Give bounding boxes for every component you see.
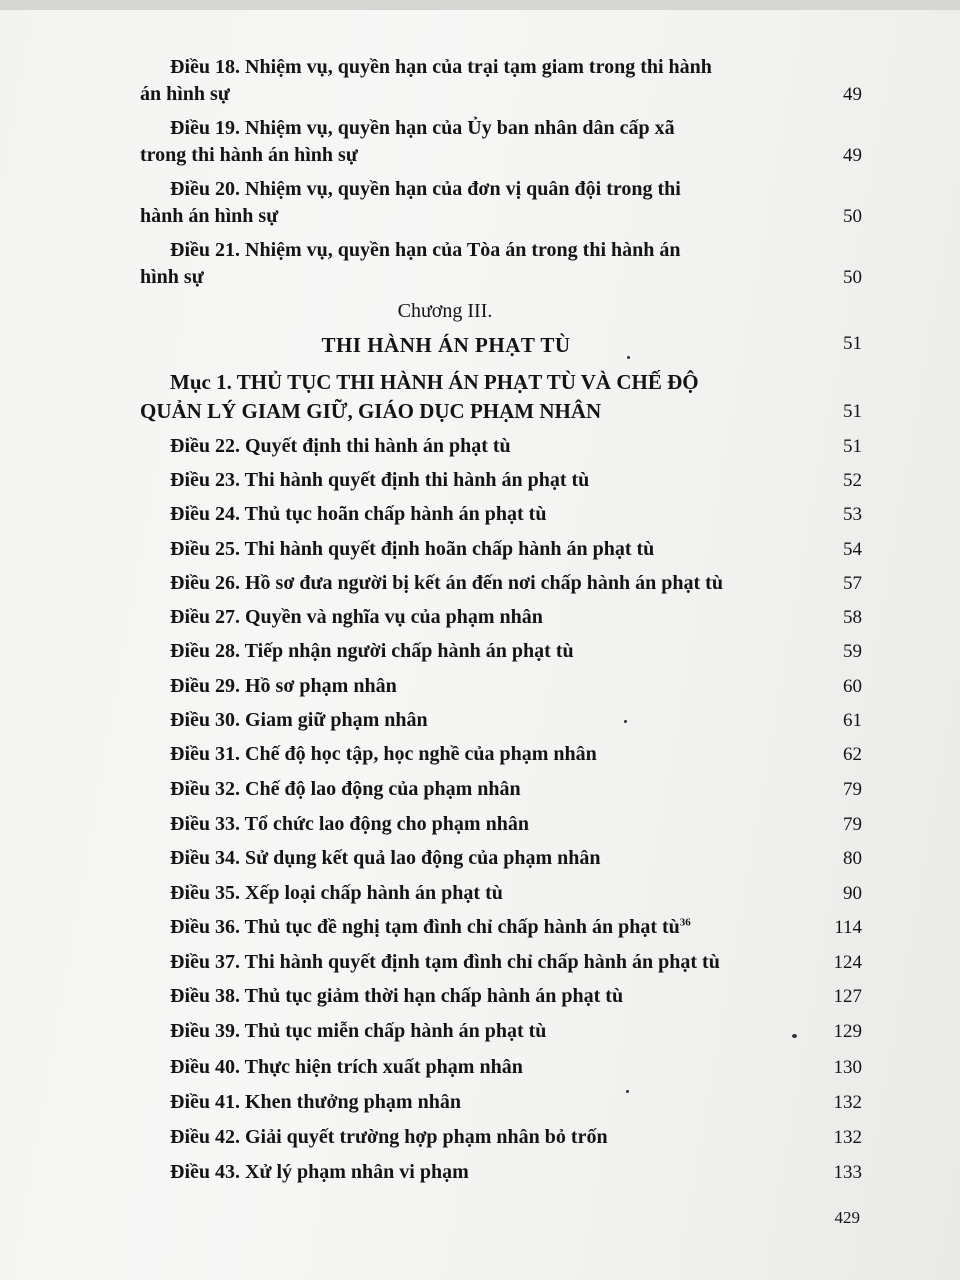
toc-page-number: 79: [843, 814, 862, 835]
toc-entry-line1: Điều 20. Nhiệm vụ, quyền hạn của đơn vị quân đội trong thi: [170, 178, 681, 200]
toc-article-text: Điều 36. Thủ tục đề nghị tạm đình chỉ chấp hành án phạt tù: [170, 916, 680, 938]
section-heading: [140, 368, 862, 426]
toc-article-text: Điều 28. Tiếp nhận người chấp hành án phạt tù: [170, 640, 574, 662]
toc-page-number: 79: [843, 779, 862, 800]
toc-entry-text: [140, 115, 752, 169]
toc-article-text: Điều 24. Thủ tục hoãn chấp hành án phạt tù: [170, 503, 547, 525]
toc-page-number: 59: [843, 641, 862, 662]
toc-article-text: Điều 38. Thủ tục giảm thời hạn chấp hành án phạt tù: [170, 985, 624, 1007]
toc-entry-line2: hình sự: [140, 266, 204, 288]
toc-page-number: 132: [833, 1127, 862, 1148]
toc-article: [170, 467, 862, 494]
toc-article: [170, 1124, 862, 1151]
toc-page-number: 127: [833, 986, 862, 1007]
toc-entry-line1: Điều 19. Nhiệm vụ, quyền hạn của Ủy ban nhân dân cấp xã: [170, 117, 675, 139]
toc-article: [170, 1159, 862, 1186]
toc-entry-dieu-19: [140, 115, 862, 169]
toc-page-number: 62: [843, 744, 862, 765]
toc-article: [170, 983, 862, 1010]
toc-article: [170, 741, 862, 768]
toc-article: [170, 604, 862, 631]
toc-article-text: Điều 35. Xếp loại chấp hành án phạt tù: [170, 882, 503, 904]
footer-page-number: 429: [834, 1208, 860, 1227]
toc-article: [170, 845, 862, 872]
toc-page-number: 124: [833, 952, 862, 973]
toc-entry-line2: hành án hình sự: [140, 205, 279, 227]
toc-page-number: 132: [833, 1092, 862, 1113]
toc-page-number: 60: [843, 676, 862, 697]
toc-page-number: 114: [834, 917, 862, 938]
toc-article-text: Điều 43. Xử lý phạm nhân vi phạm: [170, 1161, 469, 1183]
toc-entry-line1: Điều 21. Nhiệm vụ, quyền hạn của Tòa án trong thi hành án: [170, 239, 681, 261]
toc-page-number: 51: [843, 401, 862, 422]
toc-article-text: Điều 37. Thi hành quyết định tạm đình chỉ chấp hành án phạt tù: [170, 951, 720, 973]
toc-entry-text: [140, 176, 752, 230]
chapter-title: [140, 333, 862, 358]
toc-article: [170, 501, 862, 528]
print-speck: [626, 1090, 629, 1093]
toc-page-number: 52: [843, 470, 862, 491]
toc-entry-text: [140, 237, 752, 291]
toc-article-text: Điều 41. Khen thưởng phạm nhân: [170, 1091, 461, 1113]
toc-article-text: Điều 40. Thực hiện trích xuất phạm nhân: [170, 1056, 523, 1078]
toc-page-number: 80: [843, 848, 862, 869]
toc-entry-line2: án hình sự: [140, 83, 230, 105]
toc-page-number: 53: [843, 504, 862, 525]
toc-page-number: 51: [843, 436, 862, 457]
toc-page-number: 61: [843, 710, 862, 731]
toc-article: [170, 638, 862, 665]
toc-entry-dieu-21: [140, 237, 862, 291]
toc-article-text: Điều 23. Thi hành quyết định thi hành án phạt tù: [170, 469, 590, 491]
toc-article: [170, 673, 862, 700]
toc-article: [170, 1018, 862, 1045]
chapter-label: Chương III.: [397, 300, 493, 322]
toc-entry-line2: trong thi hành án hình sự: [140, 144, 358, 166]
toc-page-number: 49: [843, 145, 862, 166]
toc-article-text: Điều 34. Sử dụng kết quả lao động của phạm nhân: [170, 847, 601, 869]
print-speck: [624, 720, 627, 723]
toc-article: [170, 776, 862, 803]
toc-article: [170, 536, 862, 563]
toc-entry-dieu-18: [140, 54, 862, 108]
toc-page-number: 90: [843, 883, 862, 904]
toc-article-text: Điều 30. Giam giữ phạm nhân: [170, 709, 428, 731]
toc-page-number: 133: [833, 1162, 862, 1183]
page-top-edge: [0, 0, 960, 10]
toc-page-number: 58: [843, 607, 862, 628]
toc-page-number: 50: [843, 267, 862, 288]
toc-page-number: 129: [833, 1021, 862, 1042]
section-line2: QUẢN LÝ GIAM GIỮ, GIÁO DỤC PHẠM NHÂN: [140, 399, 602, 423]
print-speck: [792, 1034, 797, 1038]
toc-article: [170, 880, 862, 907]
toc-page-number: 51: [843, 333, 862, 354]
toc-article: [170, 1089, 862, 1116]
toc-article-text: Điều 42. Giải quyết trường hợp phạm nhân bỏ trốn: [170, 1126, 608, 1148]
footnote-marker: 36: [679, 916, 691, 929]
toc-article: [170, 707, 862, 734]
toc-page-number: 57: [843, 573, 862, 594]
toc-article: [170, 570, 862, 597]
toc-article-text: Điều 32. Chế độ lao động của phạm nhân: [170, 778, 521, 800]
toc-page-number: 130: [833, 1057, 862, 1078]
section-heading-text: [140, 368, 752, 426]
chapter-title-text: THI HÀNH ÁN PHẠT TÙ: [321, 333, 571, 357]
section-line1: Mục 1. THỦ TỤC THI HÀNH ÁN PHẠT TÙ VÀ CHẾ ĐỘ: [170, 370, 699, 394]
print-speck: [627, 356, 630, 359]
toc-article-text: Điều 26. Hồ sơ đưa người bị kết án đến nơi chấp hành án phạt tù: [170, 572, 723, 594]
toc-article: [170, 1054, 862, 1081]
toc-page-number: 50: [843, 206, 862, 227]
toc-page-number: 49: [843, 84, 862, 105]
toc-article-text: Điều 25. Thi hành quyết định hoãn chấp hành án phạt tù: [170, 538, 655, 560]
toc-entry-line1: Điều 18. Nhiệm vụ, quyền hạn của trại tạm giam trong thi hành: [170, 56, 712, 78]
toc-entry-text: [140, 54, 752, 108]
toc-article: [170, 811, 862, 838]
toc-article-text: Điều 31. Chế độ học tập, học nghề của phạm nhân: [170, 743, 597, 765]
toc-article-text: Điều 29. Hồ sơ phạm nhân: [170, 675, 397, 697]
toc-article-text: Điều 27. Quyền và nghĩa vụ của phạm nhân: [170, 606, 543, 628]
toc-article: [170, 949, 862, 976]
toc-page-number: 54: [843, 539, 862, 560]
toc-article-text: Điều 39. Thủ tục miễn chấp hành án phạt tù: [170, 1020, 547, 1042]
toc-article: [170, 914, 862, 941]
toc-entry-dieu-20: [140, 176, 862, 230]
toc-article-text: Điều 33. Tổ chức lao động cho phạm nhân: [170, 813, 529, 835]
toc-article-text: Điều 22. Quyết định thi hành án phạt tù: [170, 435, 511, 457]
toc-article: [170, 433, 862, 460]
